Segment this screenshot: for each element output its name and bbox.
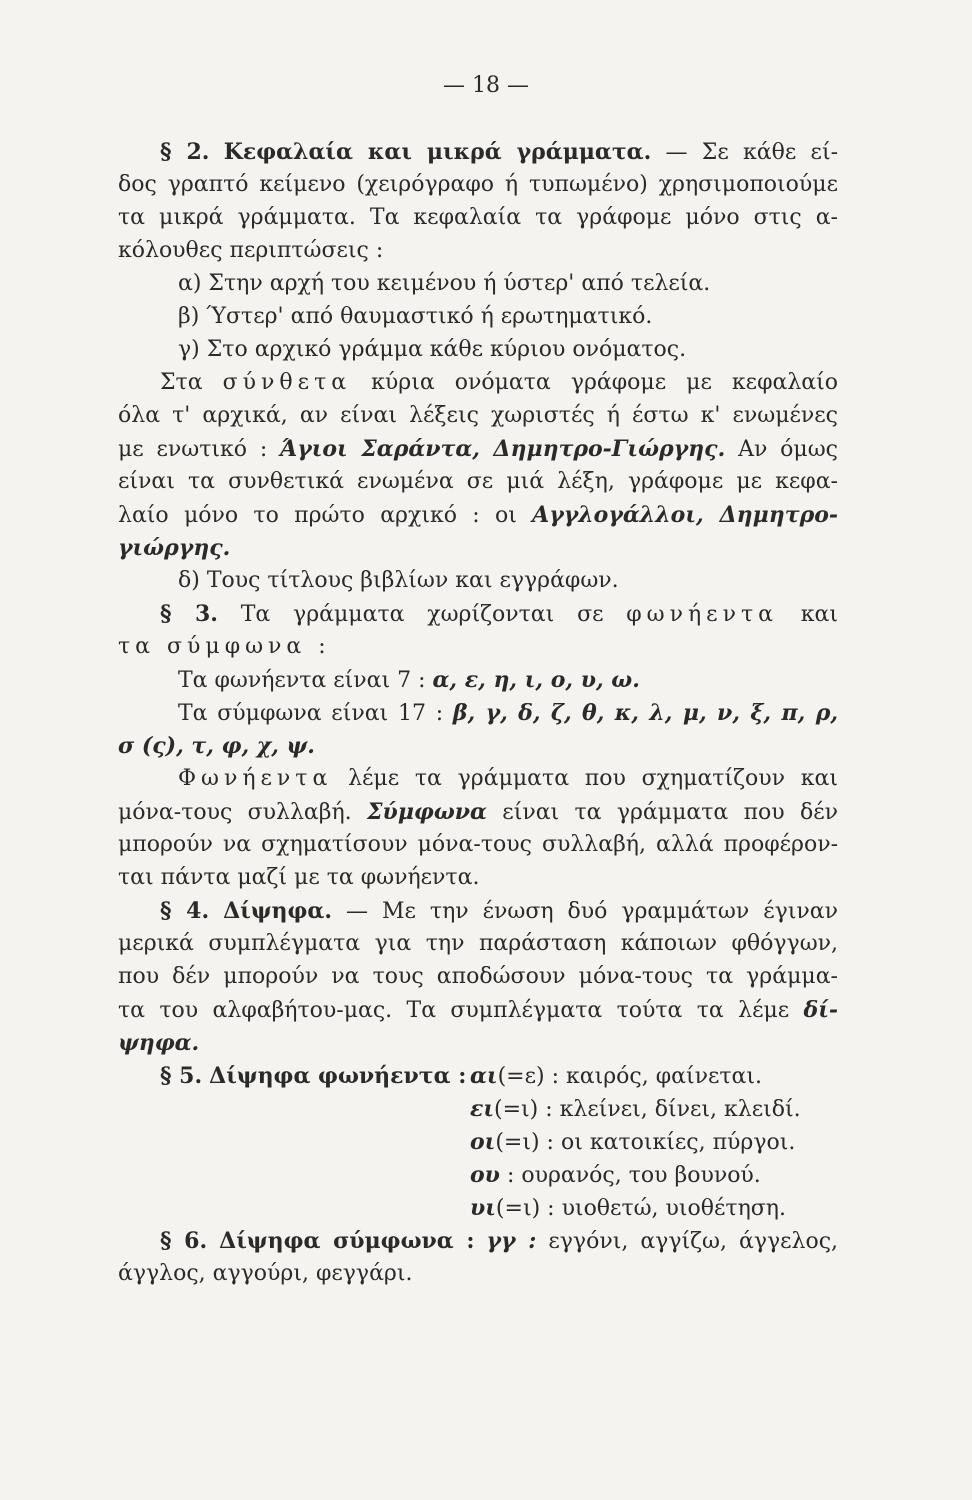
- s3-consonants-1: Τα σύμφωνα είναι 17 : β, γ, δ, ζ, θ, κ, λ, μ, ν, ξ, π, ρ,: [178, 700, 838, 726]
- s4-line-4: τα του αλφαβήτου-μας. Τα συμπλέγματα τούτα τα λέμε δί-: [118, 997, 838, 1023]
- s2-para-6: γιώργης.: [118, 535, 231, 561]
- s4-line-5: ψηφα.: [118, 1030, 200, 1056]
- section-number: § 5.: [160, 1063, 203, 1089]
- section-heading: Κεφαλαία και μικρά γράμματα.: [223, 139, 652, 165]
- s2-para-2: όλα τ' αρχικά, αν είναι λέξεις χωριστές ή έστω κ' ενωμένες: [118, 403, 838, 428]
- section-heading: Δίψηφα σύμφωνα :: [219, 1228, 475, 1254]
- section-number: § 6.: [160, 1228, 208, 1254]
- s5-row-2: οι(=ι) : οι κατοικίες, πύργοι.: [470, 1129, 796, 1155]
- s2-para-3: με ενωτικό : Άγιοι Σαράντα, Δημητρο-Γιώργης. Αν όμως: [118, 436, 838, 462]
- s6-line-2: άγγλος, αγγούρι, φεγγάρι.: [118, 1261, 413, 1286]
- s2-para-5: λαίο μόνο το πρώτο αρχικό : οι Αγγλογάλλοι, Δημητρο-: [118, 502, 839, 528]
- s5-row-0: αι(=ε) : καιρός, φαίνεται.: [470, 1063, 763, 1089]
- s5-row-4: υι(=ι) : υιοθετώ, υιοθέτηση.: [470, 1195, 786, 1221]
- section-heading: Δίψηφα φωνήεντα :: [209, 1063, 467, 1089]
- s2-para-1: Στα σύνθετα κύρια ονόματα γράφομε με κεφαλαίο: [160, 370, 839, 395]
- s4-line-1: § 4. Δίψηφα. — Με την ένωση δυό γραμμάτων έγιναν: [160, 898, 838, 924]
- s6-line-1: § 6. Δίψηφα σύμφωνα : γγ : εγγόνι, αγγίζω, άγγελος,: [160, 1228, 839, 1254]
- s2-para-4: είναι τα συνθετικά ενωμένα σε μιά λέξη, γράφομε με κεφα-: [118, 469, 838, 494]
- s5-row-3: ου : ουρανός, του βουνού.: [470, 1162, 761, 1188]
- s3-def-2: μόνα-τους συλλαβή. Σύμφωνα είναι τα γράμματα που δέν: [118, 799, 838, 825]
- s3-consonants-2: σ (ς), τ, φ, χ, ψ.: [118, 733, 315, 759]
- s4-line-2: μερικά συμπλέγματα για την παράσταση κάποιων φθόγγων,: [118, 931, 838, 956]
- s4-line-3: που δέν μπορούν να τους αποδώσουν μόνα-τους τα γράμμα-: [118, 964, 838, 989]
- s3-def-4: ται πάντα μαζί με τα φωνήεντα.: [118, 865, 480, 890]
- s2-item-b: β) Ύστερ' από θαυμαστικό ή ερωτηματικό.: [178, 304, 653, 329]
- s2-line-4: κόλουθες περιπτώσεις :: [118, 238, 384, 263]
- section-number: § 3.: [160, 601, 218, 627]
- s5-row-1: ει(=ι) : κλείνει, δίνει, κλειδί.: [470, 1096, 801, 1122]
- s2-item-c: γ) Στο αρχικό γράμμα κάθε κύριου ονόματος.: [178, 337, 687, 362]
- s2-item-a: α) Στην αρχή του κειμένου ή ύστερ' από τελεία.: [178, 271, 711, 296]
- s2-line-1: § 2. Κεφαλαία και μικρά γράμματα. — Σε κάθε εί-: [160, 139, 839, 165]
- s2-item-d: δ) Τους τίτλους βιβλίων και εγγράφων.: [178, 568, 619, 593]
- section-number: § 4.: [160, 898, 210, 924]
- s3-def-1: Φωνήεντα λέμε τα γράμματα που σχηματίζουν και: [178, 766, 838, 791]
- page-number: — 18 —: [443, 73, 529, 98]
- s2-line-2: δος γραπτό κείμενο (χειρόγραφο ή τυπωμένο) χρησιμοποιούμε: [118, 172, 838, 197]
- s2-line-3: τα μικρά γράμματα. Τα κεφαλαία τα γράφομε μόνο στις α-: [118, 205, 838, 230]
- section-number: § 2.: [160, 139, 210, 165]
- section-heading: Δίψηφα.: [223, 898, 333, 924]
- s3-vowels: Τα φωνήεντα είναι 7 : α, ε, η, ι, ο, υ, ω.: [178, 667, 640, 693]
- s3-def-3: μπορούν να σχηματίσουν μόνα-τους συλλαβή, αλλά προφέρον-: [118, 832, 838, 857]
- s3-line-1: § 3. Τα γράμματα χωρίζονται σε φωνήεντα και: [160, 601, 839, 627]
- s3-line-2: τα σύμφωνα :: [118, 634, 331, 659]
